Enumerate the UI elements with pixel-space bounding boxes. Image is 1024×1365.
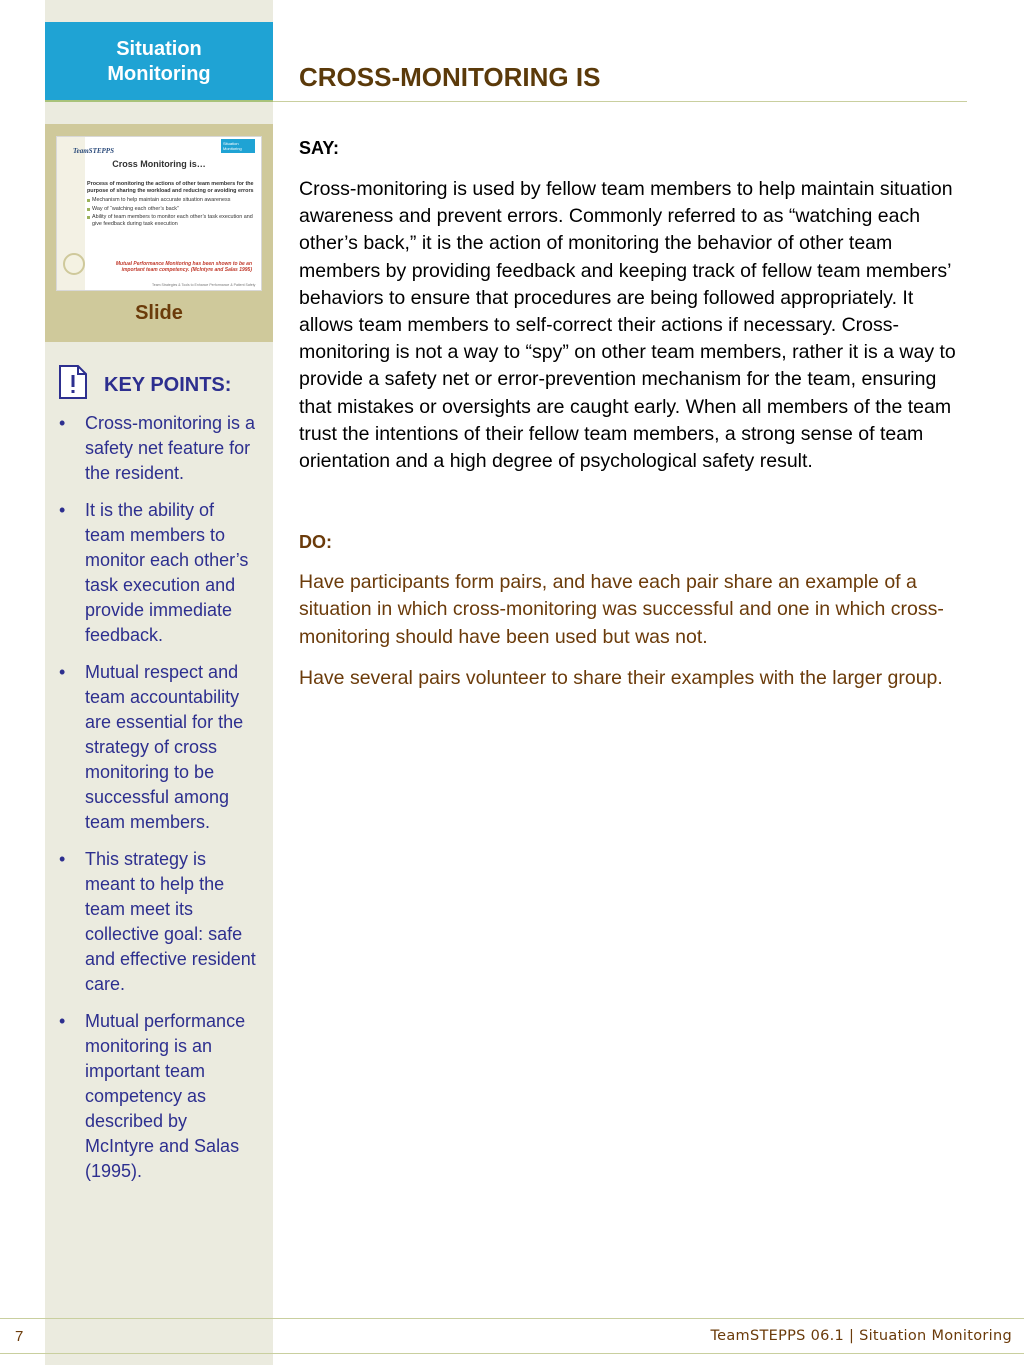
thumbnail-section-tag: Situation Monitoring [221, 139, 255, 153]
say-label: SAY: [299, 138, 340, 158]
footer-divider-bottom [0, 1353, 1024, 1354]
thumbnail-brand: TeamSTEPPS [73, 147, 114, 155]
do-label: DO: [299, 532, 332, 553]
key-point-item: • It is the ability of team members to monitor each other’s task execution and provide immediate feedback. [59, 498, 259, 648]
slide-label: Slide [135, 302, 183, 324]
thumbnail-intro: Process of monitoring the actions of other team members for the purpose of sharing the workload and reducing or avoiding errors [87, 181, 254, 194]
footer-divider-top [0, 1318, 1024, 1319]
thumbnail-highlight: Mutual Performance Monitoring has been shown to be an important team competency. (McIntyre and Salas 1995) [115, 261, 252, 273]
footer-text: TeamSTEPPS 06.1 | Situation Monitoring [710, 1328, 1012, 1344]
title-divider [273, 101, 967, 102]
thumbnail-bullet: Ability of team members to monitor each other’s task execution and give feedback during task execution [87, 214, 257, 227]
thumbnail-bullet: Mechanism to help maintain accurate situation awareness [87, 197, 257, 204]
key-points-icon [58, 364, 88, 400]
key-points-list [59, 411, 259, 1196]
key-point-item: • This strategy is meant to help the team meet its collective goal: safe and effective resident care. [59, 847, 259, 997]
key-point-item: • Mutual performance monitoring is an important team competency as described by McIntyre and Salas (1995). [59, 1009, 259, 1184]
main-content [299, 136, 965, 706]
slide-thumbnail [56, 136, 262, 291]
key-point-item: • Mutual respect and team accountability are essential for the strategy of cross monitoring to be successful among team members. [59, 660, 259, 835]
do-paragraph: Have participants form pairs, and have each pair share an example of a situation in which cross-monitoring was successful and one in which cross-monitoring should have been used but was not. [299, 571, 944, 648]
key-points-heading: KEY POINTS: [104, 374, 232, 396]
do-paragraph: Have several pairs volunteer to share their examples with the larger group. [299, 666, 943, 689]
say-paragraph: Cross-monitoring is used by fellow team members to help maintain situation awareness and prevent errors. Commonly referred to as “watching each other’s back,” it is the action of monitoring the behavior of other team members by providing feedback and keeping track of fellow team members’ behaviors to ensure that procedures are being followed appropriately. It allows team members to self-correct their actions if necessary. Cross-monitoring is not a way to “spy” on other team members, rather it is a way to provide a safety net or error-prevention mechanism for the team, ensuring that mistakes or oversights are caught early. When all members of the team trust the intentions of their fellow team members, a strong sense of team orientation and a high degree of psychological safety result. [299, 178, 956, 473]
slide-panel [45, 124, 273, 342]
thumbnail-body [87, 181, 257, 230]
teamstepps-emblem-icon [63, 253, 85, 275]
thumbnail-title: Cross Monitoring is… [112, 159, 206, 169]
page-title: CROSS-MONITORING IS [299, 62, 601, 92]
page-number: 7 [15, 1328, 24, 1345]
thumbnail-footer: Team Strategies & Tools to Enhance Performance & Patient Safety [152, 283, 256, 287]
key-point-item: • Cross-monitoring is a safety net feature for the resident. [59, 411, 259, 486]
thumbnail-bullet: Way of “watching each other’s back” [87, 206, 257, 213]
section-tab [45, 22, 273, 102]
section-tab-line2: Monitoring [107, 63, 211, 85]
section-tab-line1: Situation [116, 38, 202, 60]
